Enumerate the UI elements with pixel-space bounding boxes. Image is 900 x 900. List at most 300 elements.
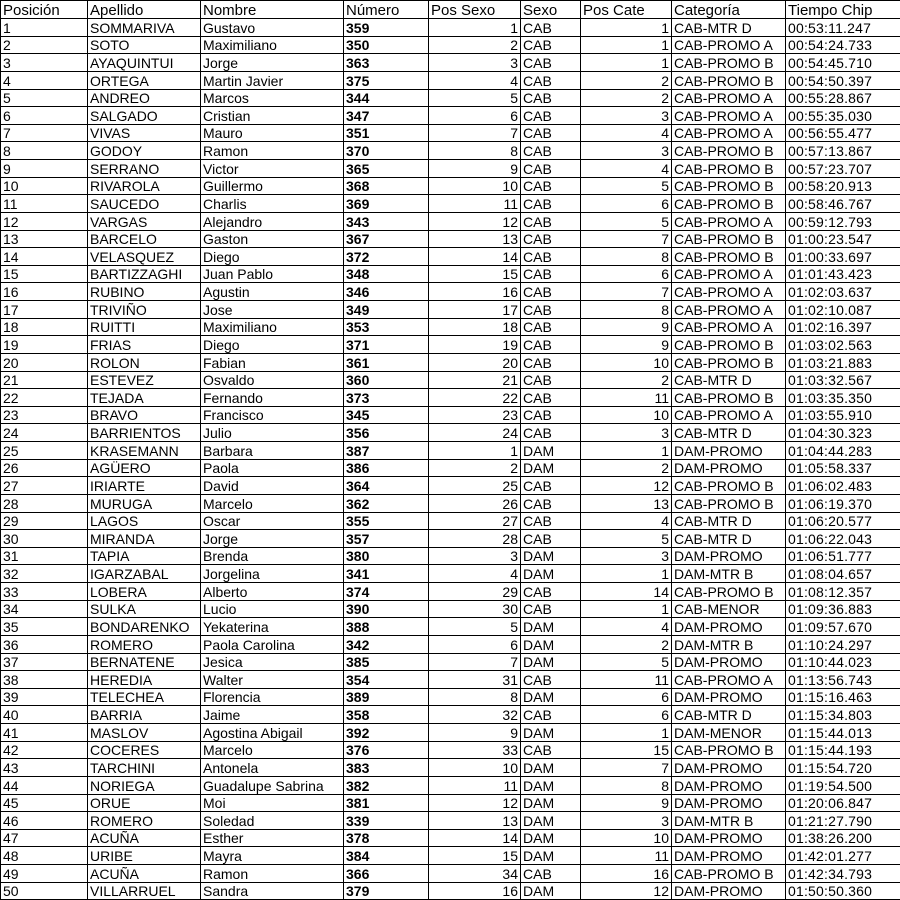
cell-apellido[interactable]: VIVAS	[88, 124, 201, 142]
cell-tiempo-chip[interactable]: 01:02:10.087	[786, 301, 900, 319]
cell-tiempo-chip[interactable]: 01:50:50.360	[786, 882, 900, 900]
cell-pos-sexo[interactable]: 7	[429, 124, 521, 142]
cell-pos-cate[interactable]: 13	[581, 494, 672, 512]
cell-pos-cate[interactable]: 1	[581, 600, 672, 618]
cell-posicion[interactable]: 29	[1, 512, 88, 530]
header-sexo[interactable]: Sexo	[521, 1, 581, 19]
cell-apellido[interactable]: BRAVO	[88, 406, 201, 424]
cell-apellido[interactable]: TELECHEA	[88, 688, 201, 706]
cell-numero[interactable]: 349	[344, 301, 429, 319]
cell-pos-cate[interactable]: 1	[581, 19, 672, 37]
cell-nombre[interactable]: Ramon	[201, 865, 344, 883]
cell-pos-sexo[interactable]: 9	[429, 724, 521, 742]
cell-sexo[interactable]: CAB	[521, 142, 581, 160]
cell-categoria[interactable]: DAM-PROMO	[672, 759, 786, 777]
cell-tiempo-chip[interactable]: 01:05:58.337	[786, 459, 900, 477]
cell-pos-cate[interactable]: 1	[581, 36, 672, 54]
cell-pos-cate[interactable]: 2	[581, 89, 672, 107]
cell-posicion[interactable]: 47	[1, 829, 88, 847]
cell-tiempo-chip[interactable]: 01:06:51.777	[786, 547, 900, 565]
cell-nombre[interactable]: Cristian	[201, 107, 344, 125]
header-nombre[interactable]: Nombre	[201, 1, 344, 19]
cell-categoria[interactable]: CAB-MTR D	[672, 706, 786, 724]
cell-nombre[interactable]: Gaston	[201, 230, 344, 248]
cell-apellido[interactable]: RIVAROLA	[88, 177, 201, 195]
cell-pos-sexo[interactable]: 8	[429, 142, 521, 160]
cell-nombre[interactable]: Diego	[201, 248, 344, 266]
cell-pos-sexo[interactable]: 16	[429, 283, 521, 301]
cell-sexo[interactable]: CAB	[521, 107, 581, 125]
cell-nombre[interactable]: Oscar	[201, 512, 344, 530]
cell-tiempo-chip[interactable]: 01:03:02.563	[786, 336, 900, 354]
cell-apellido[interactable]: VARGAS	[88, 212, 201, 230]
cell-nombre[interactable]: Osvaldo	[201, 371, 344, 389]
header-tiempo-chip[interactable]: Tiempo Chip	[786, 1, 900, 19]
cell-apellido[interactable]: NORIEGA	[88, 776, 201, 794]
cell-nombre[interactable]: Jesica	[201, 653, 344, 671]
cell-nombre[interactable]: Alberto	[201, 583, 344, 601]
cell-categoria[interactable]: DAM-PROMO	[672, 847, 786, 865]
cell-apellido[interactable]: ROLON	[88, 353, 201, 371]
cell-nombre[interactable]: Martin Javier	[201, 71, 344, 89]
cell-numero[interactable]: 386	[344, 459, 429, 477]
cell-categoria[interactable]: DAM-PROMO	[672, 776, 786, 794]
cell-nombre[interactable]: Francisco	[201, 406, 344, 424]
cell-pos-sexo[interactable]: 29	[429, 583, 521, 601]
cell-nombre[interactable]: Barbara	[201, 442, 344, 460]
cell-posicion[interactable]: 37	[1, 653, 88, 671]
cell-pos-sexo[interactable]: 10	[429, 177, 521, 195]
cell-sexo[interactable]: CAB	[521, 54, 581, 72]
cell-apellido[interactable]: MIRANDA	[88, 530, 201, 548]
cell-numero[interactable]: 392	[344, 724, 429, 742]
cell-categoria[interactable]: CAB-PROMO A	[672, 283, 786, 301]
cell-sexo[interactable]: CAB	[521, 406, 581, 424]
cell-apellido[interactable]: SOTO	[88, 36, 201, 54]
cell-nombre[interactable]: Soledad	[201, 812, 344, 830]
cell-sexo[interactable]: CAB	[521, 706, 581, 724]
cell-sexo[interactable]: CAB	[521, 336, 581, 354]
cell-sexo[interactable]: CAB	[521, 160, 581, 178]
cell-apellido[interactable]: TARCHINI	[88, 759, 201, 777]
cell-posicion[interactable]: 3	[1, 54, 88, 72]
cell-pos-cate[interactable]: 3	[581, 812, 672, 830]
cell-numero[interactable]: 367	[344, 230, 429, 248]
cell-pos-sexo[interactable]: 3	[429, 54, 521, 72]
cell-tiempo-chip[interactable]: 01:04:30.323	[786, 424, 900, 442]
cell-tiempo-chip[interactable]: 01:06:22.043	[786, 530, 900, 548]
cell-pos-sexo[interactable]: 3	[429, 547, 521, 565]
cell-posicion[interactable]: 5	[1, 89, 88, 107]
cell-posicion[interactable]: 39	[1, 688, 88, 706]
cell-sexo[interactable]: DAM	[521, 635, 581, 653]
cell-pos-sexo[interactable]: 14	[429, 248, 521, 266]
cell-apellido[interactable]: MASLOV	[88, 724, 201, 742]
cell-sexo[interactable]: CAB	[521, 283, 581, 301]
cell-sexo[interactable]: CAB	[521, 494, 581, 512]
cell-posicion[interactable]: 46	[1, 812, 88, 830]
cell-numero[interactable]: 369	[344, 195, 429, 213]
cell-pos-sexo[interactable]: 12	[429, 212, 521, 230]
cell-categoria[interactable]: CAB-PROMO A	[672, 124, 786, 142]
cell-pos-cate[interactable]: 4	[581, 124, 672, 142]
cell-pos-cate[interactable]: 10	[581, 829, 672, 847]
cell-numero[interactable]: 359	[344, 19, 429, 37]
cell-pos-sexo[interactable]: 2	[429, 459, 521, 477]
cell-categoria[interactable]: CAB-MTR D	[672, 371, 786, 389]
cell-pos-sexo[interactable]: 15	[429, 847, 521, 865]
cell-tiempo-chip[interactable]: 00:58:46.767	[786, 195, 900, 213]
cell-sexo[interactable]: CAB	[521, 477, 581, 495]
cell-sexo[interactable]: CAB	[521, 36, 581, 54]
cell-pos-cate[interactable]: 2	[581, 635, 672, 653]
cell-categoria[interactable]: CAB-PROMO B	[672, 389, 786, 407]
cell-pos-cate[interactable]: 3	[581, 142, 672, 160]
cell-pos-sexo[interactable]: 7	[429, 653, 521, 671]
cell-nombre[interactable]: Agustin	[201, 283, 344, 301]
cell-nombre[interactable]: Guillermo	[201, 177, 344, 195]
cell-pos-sexo[interactable]: 24	[429, 424, 521, 442]
cell-pos-sexo[interactable]: 27	[429, 512, 521, 530]
cell-tiempo-chip[interactable]: 01:03:21.883	[786, 353, 900, 371]
cell-sexo[interactable]: DAM	[521, 882, 581, 900]
cell-sexo[interactable]: CAB	[521, 177, 581, 195]
cell-apellido[interactable]: COCERES	[88, 741, 201, 759]
cell-pos-sexo[interactable]: 5	[429, 618, 521, 636]
cell-apellido[interactable]: ACUÑA	[88, 865, 201, 883]
cell-categoria[interactable]: DAM-PROMO	[672, 688, 786, 706]
cell-pos-sexo[interactable]: 31	[429, 671, 521, 689]
cell-numero[interactable]: 388	[344, 618, 429, 636]
cell-numero[interactable]: 376	[344, 741, 429, 759]
cell-pos-sexo[interactable]: 2	[429, 36, 521, 54]
cell-nombre[interactable]: Yekaterina	[201, 618, 344, 636]
cell-numero[interactable]: 387	[344, 442, 429, 460]
cell-tiempo-chip[interactable]: 01:42:01.277	[786, 847, 900, 865]
cell-numero[interactable]: 385	[344, 653, 429, 671]
cell-pos-cate[interactable]: 2	[581, 371, 672, 389]
cell-nombre[interactable]: Diego	[201, 336, 344, 354]
cell-apellido[interactable]: IGARZABAL	[88, 565, 201, 583]
cell-categoria[interactable]: DAM-MTR B	[672, 812, 786, 830]
cell-nombre[interactable]: Walter	[201, 671, 344, 689]
cell-nombre[interactable]: Maximiliano	[201, 318, 344, 336]
cell-nombre[interactable]: Gustavo	[201, 19, 344, 37]
cell-posicion[interactable]: 9	[1, 160, 88, 178]
cell-pos-sexo[interactable]: 4	[429, 71, 521, 89]
cell-categoria[interactable]: CAB-PROMO A	[672, 89, 786, 107]
cell-sexo[interactable]: DAM	[521, 759, 581, 777]
cell-numero[interactable]: 362	[344, 494, 429, 512]
cell-numero[interactable]: 371	[344, 336, 429, 354]
cell-posicion[interactable]: 38	[1, 671, 88, 689]
cell-sexo[interactable]: DAM	[521, 547, 581, 565]
cell-numero[interactable]: 364	[344, 477, 429, 495]
cell-categoria[interactable]: CAB-PROMO A	[672, 318, 786, 336]
cell-tiempo-chip[interactable]: 01:08:04.657	[786, 565, 900, 583]
cell-numero[interactable]: 381	[344, 794, 429, 812]
cell-posicion[interactable]: 20	[1, 353, 88, 371]
cell-apellido[interactable]: ORTEGA	[88, 71, 201, 89]
cell-pos-cate[interactable]: 4	[581, 618, 672, 636]
cell-apellido[interactable]: LOBERA	[88, 583, 201, 601]
cell-categoria[interactable]: CAB-PROMO B	[672, 160, 786, 178]
cell-nombre[interactable]: Jaime	[201, 706, 344, 724]
cell-categoria[interactable]: CAB-PROMO A	[672, 265, 786, 283]
cell-apellido[interactable]: URIBE	[88, 847, 201, 865]
cell-pos-sexo[interactable]: 14	[429, 829, 521, 847]
cell-pos-sexo[interactable]: 5	[429, 89, 521, 107]
cell-pos-cate[interactable]: 2	[581, 71, 672, 89]
cell-sexo[interactable]: CAB	[521, 371, 581, 389]
cell-sexo[interactable]: DAM	[521, 776, 581, 794]
cell-posicion[interactable]: 43	[1, 759, 88, 777]
cell-tiempo-chip[interactable]: 01:06:20.577	[786, 512, 900, 530]
cell-numero[interactable]: 355	[344, 512, 429, 530]
cell-categoria[interactable]: CAB-PROMO B	[672, 230, 786, 248]
cell-sexo[interactable]: CAB	[521, 512, 581, 530]
cell-categoria[interactable]: CAB-MTR D	[672, 512, 786, 530]
cell-sexo[interactable]: CAB	[521, 265, 581, 283]
cell-posicion[interactable]: 50	[1, 882, 88, 900]
header-pos-cate[interactable]: Pos Cate	[581, 1, 672, 19]
cell-categoria[interactable]: DAM-PROMO	[672, 829, 786, 847]
cell-apellido[interactable]: AYAQUINTUI	[88, 54, 201, 72]
header-apellido[interactable]: Apellido	[88, 1, 201, 19]
cell-tiempo-chip[interactable]: 01:42:34.793	[786, 865, 900, 883]
cell-posicion[interactable]: 21	[1, 371, 88, 389]
cell-sexo[interactable]: DAM	[521, 812, 581, 830]
cell-categoria[interactable]: CAB-MTR D	[672, 530, 786, 548]
cell-categoria[interactable]: CAB-MENOR	[672, 600, 786, 618]
cell-tiempo-chip[interactable]: 01:09:36.883	[786, 600, 900, 618]
cell-posicion[interactable]: 28	[1, 494, 88, 512]
cell-numero[interactable]: 356	[344, 424, 429, 442]
cell-nombre[interactable]: Sandra	[201, 882, 344, 900]
cell-pos-sexo[interactable]: 16	[429, 882, 521, 900]
cell-posicion[interactable]: 2	[1, 36, 88, 54]
cell-apellido[interactable]: SOMMARIVA	[88, 19, 201, 37]
cell-pos-cate[interactable]: 16	[581, 865, 672, 883]
cell-numero[interactable]: 363	[344, 54, 429, 72]
cell-posicion[interactable]: 34	[1, 600, 88, 618]
cell-pos-cate[interactable]: 4	[581, 512, 672, 530]
cell-numero[interactable]: 353	[344, 318, 429, 336]
cell-tiempo-chip[interactable]: 01:01:43.423	[786, 265, 900, 283]
cell-sexo[interactable]: CAB	[521, 583, 581, 601]
cell-pos-cate[interactable]: 9	[581, 318, 672, 336]
cell-posicion[interactable]: 12	[1, 212, 88, 230]
cell-tiempo-chip[interactable]: 01:03:55.910	[786, 406, 900, 424]
cell-numero[interactable]: 372	[344, 248, 429, 266]
cell-pos-sexo[interactable]: 8	[429, 688, 521, 706]
cell-categoria[interactable]: CAB-PROMO A	[672, 36, 786, 54]
cell-apellido[interactable]: MURUGA	[88, 494, 201, 512]
cell-pos-sexo[interactable]: 9	[429, 160, 521, 178]
cell-apellido[interactable]: BARCELO	[88, 230, 201, 248]
cell-pos-sexo[interactable]: 6	[429, 107, 521, 125]
cell-apellido[interactable]: ORUE	[88, 794, 201, 812]
cell-categoria[interactable]: DAM-PROMO	[672, 794, 786, 812]
cell-categoria[interactable]: DAM-PROMO	[672, 653, 786, 671]
cell-nombre[interactable]: Agostina Abigail	[201, 724, 344, 742]
cell-categoria[interactable]: CAB-PROMO B	[672, 865, 786, 883]
cell-posicion[interactable]: 8	[1, 142, 88, 160]
cell-pos-sexo[interactable]: 15	[429, 265, 521, 283]
cell-categoria[interactable]: DAM-MTR B	[672, 565, 786, 583]
cell-sexo[interactable]: DAM	[521, 618, 581, 636]
cell-pos-sexo[interactable]: 1	[429, 442, 521, 460]
cell-numero[interactable]: 378	[344, 829, 429, 847]
cell-categoria[interactable]: CAB-PROMO A	[672, 107, 786, 125]
cell-tiempo-chip[interactable]: 01:08:12.357	[786, 583, 900, 601]
cell-posicion[interactable]: 41	[1, 724, 88, 742]
cell-tiempo-chip[interactable]: 00:54:50.397	[786, 71, 900, 89]
cell-pos-cate[interactable]: 6	[581, 706, 672, 724]
cell-tiempo-chip[interactable]: 01:10:24.297	[786, 635, 900, 653]
cell-posicion[interactable]: 1	[1, 19, 88, 37]
cell-nombre[interactable]: Paola	[201, 459, 344, 477]
cell-categoria[interactable]: CAB-PROMO B	[672, 195, 786, 213]
cell-tiempo-chip[interactable]: 01:09:57.670	[786, 618, 900, 636]
cell-numero[interactable]: 380	[344, 547, 429, 565]
cell-apellido[interactable]: LAGOS	[88, 512, 201, 530]
cell-apellido[interactable]: KRASEMANN	[88, 442, 201, 460]
cell-posicion[interactable]: 10	[1, 177, 88, 195]
cell-pos-cate[interactable]: 7	[581, 283, 672, 301]
cell-posicion[interactable]: 22	[1, 389, 88, 407]
cell-pos-sexo[interactable]: 4	[429, 565, 521, 583]
cell-pos-sexo[interactable]: 1	[429, 19, 521, 37]
cell-posicion[interactable]: 13	[1, 230, 88, 248]
cell-nombre[interactable]: Fabian	[201, 353, 344, 371]
cell-pos-sexo[interactable]: 11	[429, 195, 521, 213]
cell-categoria[interactable]: CAB-PROMO B	[672, 741, 786, 759]
cell-apellido[interactable]: FRIAS	[88, 336, 201, 354]
cell-pos-sexo[interactable]: 10	[429, 759, 521, 777]
cell-pos-sexo[interactable]: 13	[429, 230, 521, 248]
cell-categoria[interactable]: CAB-PROMO B	[672, 71, 786, 89]
cell-apellido[interactable]: VILLARRUEL	[88, 882, 201, 900]
cell-categoria[interactable]: DAM-MTR B	[672, 635, 786, 653]
cell-nombre[interactable]: Mauro	[201, 124, 344, 142]
cell-nombre[interactable]: Jorge	[201, 54, 344, 72]
cell-pos-cate[interactable]: 8	[581, 776, 672, 794]
cell-pos-cate[interactable]: 1	[581, 565, 672, 583]
cell-pos-sexo[interactable]: 23	[429, 406, 521, 424]
cell-nombre[interactable]: Jorgelina	[201, 565, 344, 583]
cell-apellido[interactable]: AGÜERO	[88, 459, 201, 477]
cell-pos-cate[interactable]: 11	[581, 847, 672, 865]
cell-pos-cate[interactable]: 12	[581, 882, 672, 900]
cell-tiempo-chip[interactable]: 01:00:23.547	[786, 230, 900, 248]
cell-numero[interactable]: 384	[344, 847, 429, 865]
cell-tiempo-chip[interactable]: 01:00:33.697	[786, 248, 900, 266]
cell-categoria[interactable]: DAM-PROMO	[672, 547, 786, 565]
cell-posicion[interactable]: 27	[1, 477, 88, 495]
cell-numero[interactable]: 344	[344, 89, 429, 107]
cell-numero[interactable]: 339	[344, 812, 429, 830]
cell-apellido[interactable]: ANDREO	[88, 89, 201, 107]
cell-posicion[interactable]: 31	[1, 547, 88, 565]
cell-sexo[interactable]: DAM	[521, 724, 581, 742]
cell-categoria[interactable]: CAB-PROMO B	[672, 54, 786, 72]
cell-apellido[interactable]: SERRANO	[88, 160, 201, 178]
cell-nombre[interactable]: Guadalupe Sabrina	[201, 776, 344, 794]
cell-tiempo-chip[interactable]: 00:55:35.030	[786, 107, 900, 125]
cell-posicion[interactable]: 44	[1, 776, 88, 794]
cell-tiempo-chip[interactable]: 01:02:03.637	[786, 283, 900, 301]
cell-pos-cate[interactable]: 1	[581, 724, 672, 742]
cell-categoria[interactable]: CAB-PROMO B	[672, 248, 786, 266]
cell-posicion[interactable]: 25	[1, 442, 88, 460]
cell-pos-sexo[interactable]: 33	[429, 741, 521, 759]
cell-apellido[interactable]: VELASQUEZ	[88, 248, 201, 266]
cell-sexo[interactable]: CAB	[521, 124, 581, 142]
cell-numero[interactable]: 370	[344, 142, 429, 160]
cell-pos-cate[interactable]: 8	[581, 248, 672, 266]
cell-numero[interactable]: 390	[344, 600, 429, 618]
cell-pos-sexo[interactable]: 13	[429, 812, 521, 830]
cell-tiempo-chip[interactable]: 01:15:44.013	[786, 724, 900, 742]
cell-pos-sexo[interactable]: 25	[429, 477, 521, 495]
cell-sexo[interactable]: CAB	[521, 318, 581, 336]
cell-apellido[interactable]: ACUÑA	[88, 829, 201, 847]
cell-pos-cate[interactable]: 6	[581, 195, 672, 213]
cell-posicion[interactable]: 15	[1, 265, 88, 283]
cell-pos-sexo[interactable]: 11	[429, 776, 521, 794]
cell-categoria[interactable]: CAB-PROMO A	[672, 671, 786, 689]
cell-pos-sexo[interactable]: 22	[429, 389, 521, 407]
cell-categoria[interactable]: CAB-PROMO B	[672, 142, 786, 160]
cell-numero[interactable]: 351	[344, 124, 429, 142]
cell-pos-sexo[interactable]: 6	[429, 635, 521, 653]
cell-apellido[interactable]: RUBINO	[88, 283, 201, 301]
cell-apellido[interactable]: BARRIENTOS	[88, 424, 201, 442]
cell-nombre[interactable]: Marcos	[201, 89, 344, 107]
cell-numero[interactable]: 342	[344, 635, 429, 653]
cell-tiempo-chip[interactable]: 01:02:16.397	[786, 318, 900, 336]
cell-posicion[interactable]: 45	[1, 794, 88, 812]
cell-pos-cate[interactable]: 5	[581, 653, 672, 671]
cell-nombre[interactable]: Julio	[201, 424, 344, 442]
cell-numero[interactable]: 389	[344, 688, 429, 706]
cell-nombre[interactable]: Moi	[201, 794, 344, 812]
cell-categoria[interactable]: CAB-PROMO B	[672, 583, 786, 601]
cell-numero[interactable]: 357	[344, 530, 429, 548]
cell-tiempo-chip[interactable]: 01:38:26.200	[786, 829, 900, 847]
cell-tiempo-chip[interactable]: 01:06:19.370	[786, 494, 900, 512]
cell-tiempo-chip[interactable]: 01:03:35.350	[786, 389, 900, 407]
cell-pos-cate[interactable]: 3	[581, 107, 672, 125]
cell-sexo[interactable]: CAB	[521, 671, 581, 689]
cell-pos-cate[interactable]: 5	[581, 530, 672, 548]
cell-apellido[interactable]: BERNATENE	[88, 653, 201, 671]
cell-pos-cate[interactable]: 10	[581, 353, 672, 371]
cell-pos-cate[interactable]: 1	[581, 54, 672, 72]
cell-numero[interactable]: 365	[344, 160, 429, 178]
cell-nombre[interactable]: Charlis	[201, 195, 344, 213]
cell-sexo[interactable]: DAM	[521, 565, 581, 583]
cell-posicion[interactable]: 36	[1, 635, 88, 653]
cell-pos-cate[interactable]: 15	[581, 741, 672, 759]
cell-tiempo-chip[interactable]: 01:10:44.023	[786, 653, 900, 671]
cell-nombre[interactable]: Florencia	[201, 688, 344, 706]
header-pos-sexo[interactable]: Pos Sexo	[429, 1, 521, 19]
cell-apellido[interactable]: BARTIZZAGHI	[88, 265, 201, 283]
cell-posicion[interactable]: 30	[1, 530, 88, 548]
cell-tiempo-chip[interactable]: 00:54:24.733	[786, 36, 900, 54]
